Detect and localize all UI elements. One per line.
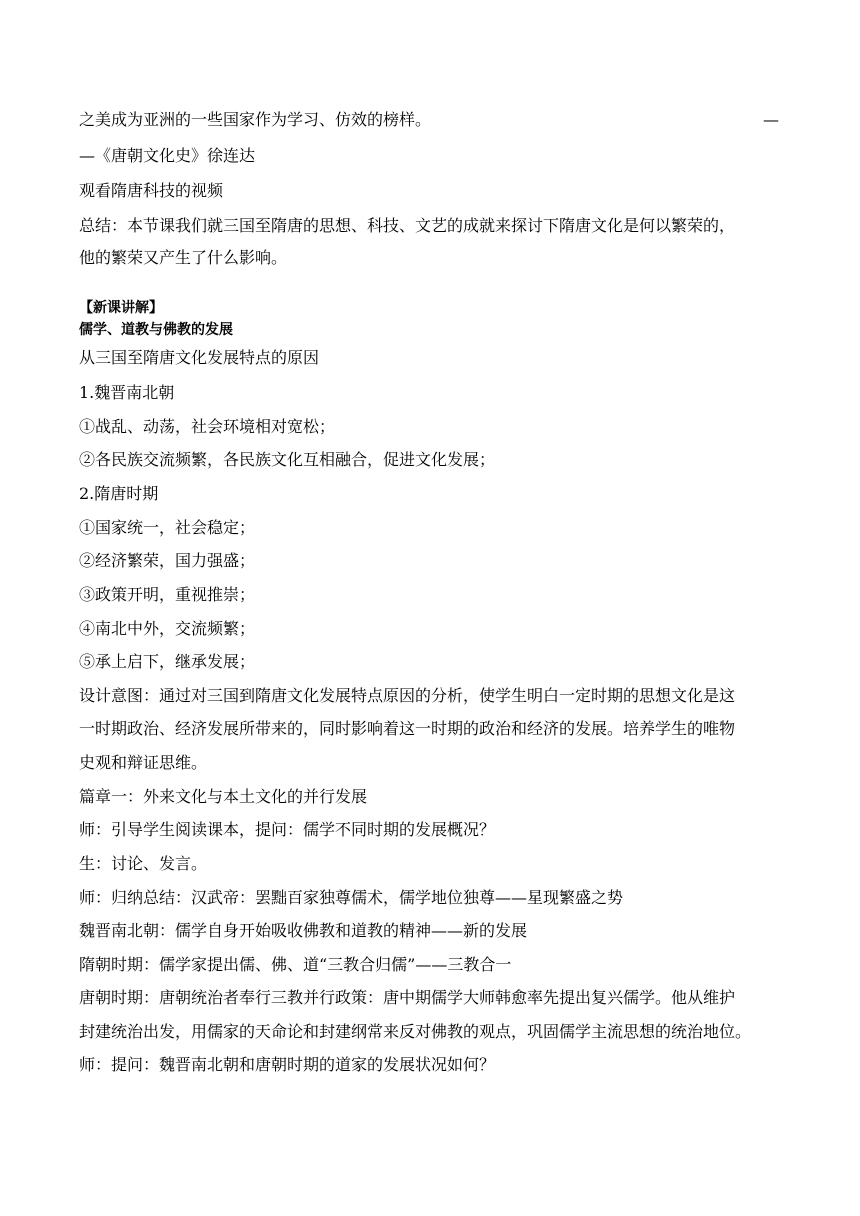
summary-line-1: 总结：本节课我们就三国至隋唐的思想、科技、文艺的成就来探讨下隋唐文化是何以繁荣的， [79,216,736,235]
video-line: 观看隋唐科技的视频 [79,181,224,200]
st-item-1: ①国家统一，社会稳定； [79,518,256,537]
st-item-3: ③政策开明，重视推崇； [79,585,256,604]
section-header: 【新课讲解】 [79,300,163,316]
teacher-question-2: 师：提问：魏晋南北朝和唐朝时期的道家的发展状况如何？ [79,1055,496,1074]
tang-line-2: 封建统治出发，用儒家的天命论和封建纲常来反对佛教的观点，巩固儒学主流思想的统治地位。 [79,1022,752,1041]
st-title: 2.隋唐时期 [79,484,159,503]
tang-line-1: 唐朝时期：唐朝统治者奉行三教并行政策：唐中期儒学大师韩愈率先提出复兴儒学。他从维护 [79,988,736,1007]
reason-title: 从三国至隋唐文化发展特点的原因 [79,348,320,367]
summary-line-2: 他的繁荣又产生了什么影响。 [79,248,288,267]
intent-line-2: 一时期政治、经济发展所带来的，同时影响着这一时期的政治和经济的发展。培养学生的唯物 [79,719,736,738]
section-title: 儒学、道教与佛教的发展 [79,322,233,338]
quote-dash: — [763,110,779,129]
intent-line-1: 设计意图：通过对三国到隋唐文化发展特点原因的分析，使学生明白一定时期的思想文化是这 [79,686,736,705]
teacher-summary: 师：归纳总结：汉武帝：罢黜百家独尊儒术，儒学地位独尊——星现繁盛之势 [79,888,624,907]
teacher-question-1: 师：引导学生阅读课本，提问：儒学不同时期的发展概况？ [79,820,496,839]
intro-quote-line: 之美成为亚洲的一些国家作为学习、仿效的榜样。 [79,110,432,129]
student-answer-1: 生：讨论、发言。 [79,854,208,873]
sui-confucian: 隋朝时期：儒学家提出儒、佛、道“三教合归儒”——三教合一 [79,955,512,974]
chapter-one: 篇章一：外来文化与本土文化的并行发展 [79,787,368,806]
wj-item-2: ②各民族交流频繁，各民族文化互相融合，促进文化发展； [79,450,496,469]
quote-source: —《唐朝文化史》徐连达 [79,146,256,165]
st-item-4: ④南北中外，交流频繁； [79,619,256,638]
wj-title: 1.魏晋南北朝 [79,383,175,402]
st-item-5: ⑤承上启下，继承发展； [79,652,256,671]
st-item-2: ②经济繁荣，国力强盛； [79,551,256,570]
wj-item-1: ①战乱、动荡，社会环境相对宽松； [79,417,336,436]
intent-line-3: 史观和辩证思维。 [79,753,208,772]
wj-confucian: 魏晋南北朝：儒学自身开始吸收佛教和道教的精神——新的发展 [79,921,528,940]
